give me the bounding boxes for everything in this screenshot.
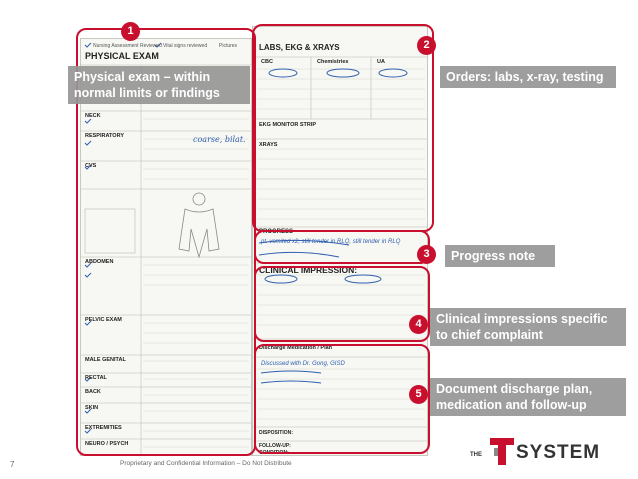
highlight-orders: [252, 24, 434, 232]
section-cvs: CVS: [85, 163, 97, 169]
ekg-label: EKG MONITOR STRIP: [259, 122, 317, 128]
section-pelvic-exam: PELVIC EXAM: [85, 317, 122, 323]
followup-label: FOLLOW-UP:: [259, 443, 291, 449]
clinical-impression-title: CLINICAL IMPRESSION:: [259, 265, 358, 275]
callout-impressions: Clinical impressions specific to chief complaint: [430, 308, 626, 346]
section-respiratory: RESPIRATORY: [85, 133, 125, 139]
physical-exam-title: PHYSICAL EXAM: [85, 51, 159, 61]
footer-confidential: Proprietary and Confidential Information – Do Not Distribute: [120, 460, 292, 467]
highlight-progress: [254, 230, 430, 264]
badge-4: 4: [409, 315, 428, 334]
discharge-handwriting: Discussed with Dr. Gong, GISD: [261, 361, 345, 367]
highlight-impression: [254, 266, 430, 342]
section-abdomen: ABDOMEN: [85, 259, 114, 265]
progress-handwriting: pt. vomited x2, still tender in RLQ, still tender in RLQ: [261, 239, 401, 245]
logo-prefix: THE: [470, 452, 482, 458]
col-ua: UA: [377, 59, 385, 65]
col-cbc: CBC: [261, 59, 273, 65]
badge-3: 3: [417, 245, 436, 264]
check-nursing-reviewed: Nursing Assessment Reviewed: [93, 43, 162, 49]
col-chemistries: Chemistries: [317, 59, 349, 65]
badge-1: 1: [121, 22, 140, 41]
section-neck: NECK: [85, 113, 101, 119]
badge-2: 2: [417, 36, 436, 55]
page-number: 7: [10, 460, 15, 469]
progress-label: PROGRESS: [259, 229, 294, 235]
disposition-label: DISPOSITION:: [259, 430, 293, 436]
check-pictures: Pictures: [219, 43, 238, 49]
section-back: BACK: [85, 389, 101, 395]
logo-mark-icon: [488, 436, 516, 466]
section-rectal: RECTAL: [85, 375, 107, 381]
xrays-label: XRAYS: [259, 142, 278, 148]
discharge-label: Discharge Medication / Plan: [259, 345, 333, 351]
section-male-genital: MALE GENITAL: [85, 357, 126, 363]
section-skin: SKIN: [85, 405, 99, 411]
highlight-discharge: [254, 344, 430, 454]
callout-discharge: Document discharge plan, medication and follow-up: [430, 378, 626, 416]
callout-progress: Progress note: [445, 245, 555, 267]
t-system-logo: [470, 432, 630, 472]
section-extremities: EXTREMITIES: [85, 425, 122, 431]
callout-orders: Orders: labs, x-ray, testing: [440, 66, 616, 88]
check-vitals-reviewed: Vital signs reviewed: [163, 43, 208, 49]
logo-word: SYSTEM: [516, 442, 601, 463]
callout-physical-exam: Physical exam – within normal limits or findings: [68, 66, 250, 104]
handwriting-coarse-bilat: coarse, bilat.: [193, 135, 246, 144]
condition-label: CONDITION:: [259, 450, 289, 456]
section-neuro-psych: NEURO / PSYCH: [85, 441, 129, 447]
labs-title: LABS, EKG & XRAYS: [259, 43, 340, 52]
badge-5: 5: [409, 385, 428, 404]
